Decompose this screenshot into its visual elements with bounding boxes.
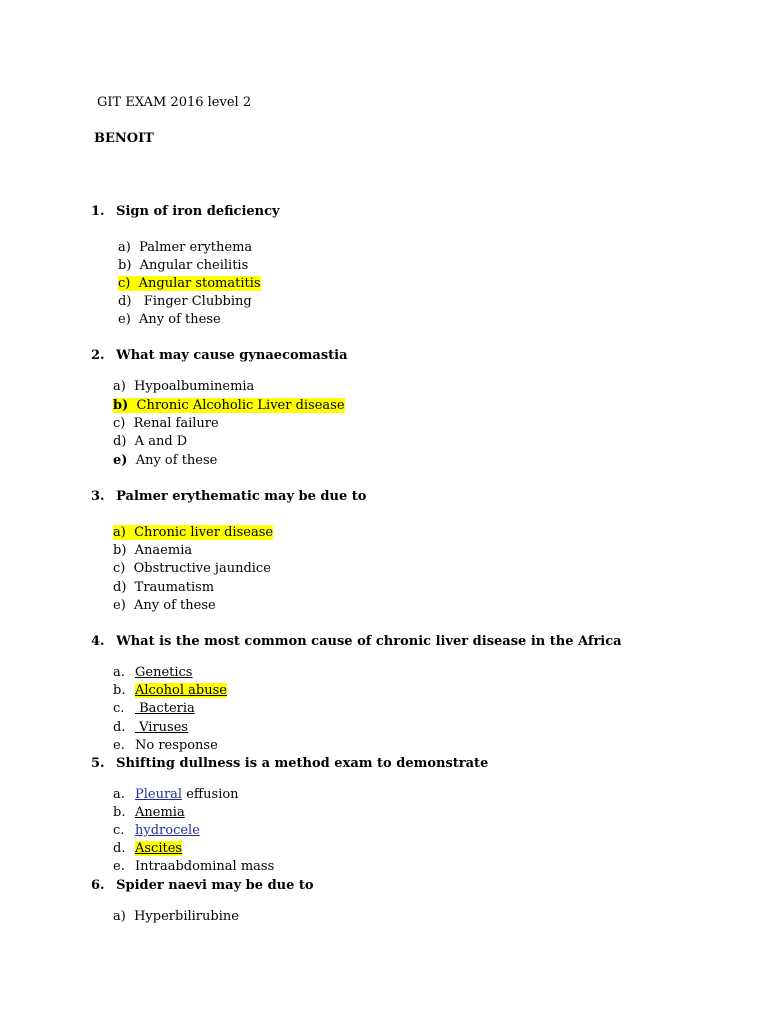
option-text: No response (135, 738, 218, 753)
option-marker: b. (113, 805, 126, 820)
option-1b (118, 257, 248, 274)
option-text-highlighted: Chronic liver disease (134, 525, 274, 540)
option-text-highlighted: Angular stomatitis (138, 276, 261, 291)
option-text: Palmer erythema (139, 240, 253, 255)
option-2b (113, 397, 345, 414)
question-text: What may cause gynaecomastia (116, 348, 348, 363)
option-marker: d. (113, 720, 126, 735)
option-4c (113, 700, 195, 717)
option-text-highlighted: Alcohol abuse (135, 683, 227, 698)
author-name: BENOIT (94, 131, 154, 146)
question-4 (91, 633, 622, 650)
option-marker: a) (113, 909, 126, 924)
option-1e (118, 311, 221, 328)
option-1d (118, 293, 252, 310)
hydrocele-link[interactable]: hydrocele (135, 823, 200, 838)
option-marker: b) (113, 398, 129, 413)
option-3a (113, 524, 273, 541)
option-marker: b. (113, 683, 126, 698)
question-6 (91, 877, 314, 894)
option-text: effusion (182, 787, 239, 802)
question-number: 5. (91, 756, 105, 771)
option-marker: a. (113, 787, 125, 802)
option-5c (113, 822, 200, 839)
question-number: 4. (91, 634, 105, 649)
option-text: Bacteria (135, 701, 195, 716)
option-text: Genetics (135, 665, 193, 680)
option-1c (118, 275, 261, 292)
option-text: Any of these (139, 312, 221, 327)
option-5b (113, 804, 185, 821)
option-marker: c) (118, 276, 131, 291)
option-text: Renal failure (133, 416, 219, 431)
option-marker: d) (118, 294, 132, 309)
exam-title: GIT EXAM 2016 level 2 (97, 95, 252, 110)
pleural-link[interactable]: Pleural (135, 787, 183, 802)
option-marker: d) (113, 434, 127, 449)
question-number: 6. (91, 878, 105, 893)
option-text: Viruses (135, 720, 189, 735)
option-marker: c. (113, 823, 125, 838)
option-3d (113, 579, 214, 596)
option-marker: a. (113, 665, 125, 680)
option-marker: a) (113, 525, 126, 540)
option-marker: e. (113, 738, 125, 753)
option-5d (113, 840, 182, 857)
option-marker: e. (113, 859, 125, 874)
question-text: Spider naevi may be due to (116, 878, 314, 893)
option-text: Traumatism (134, 580, 215, 595)
option-marker: c. (113, 701, 125, 716)
question-number: 3. (91, 489, 105, 504)
option-text: Anemia (135, 805, 185, 820)
option-marker: b) (113, 543, 127, 558)
option-4a (113, 664, 192, 681)
question-1 (91, 203, 280, 220)
option-6a (113, 908, 239, 925)
option-3e (113, 597, 216, 614)
option-text: Anaemia (134, 543, 193, 558)
option-text: Hyperbilirubine (134, 909, 239, 924)
option-3c (113, 560, 271, 577)
option-marker: a) (118, 240, 131, 255)
option-text: Hypoalbuminemia (134, 379, 255, 394)
question-text: Sign of iron deficiency (116, 204, 280, 219)
option-4b (113, 682, 227, 699)
option-text: Angular cheilitis (139, 258, 249, 273)
question-5 (91, 755, 488, 772)
option-marker: a) (113, 379, 126, 394)
option-3b (113, 542, 192, 559)
option-marker: e) (113, 453, 128, 468)
option-text: A and D (134, 434, 188, 449)
option-marker: d. (113, 841, 126, 856)
question-number: 2. (91, 348, 105, 363)
option-2e (113, 452, 217, 469)
option-marker: b) (118, 258, 132, 273)
question-3 (91, 488, 366, 505)
question-2 (91, 347, 348, 364)
question-text: Palmer erythematic may be due to (116, 489, 367, 504)
option-text: Any of these (135, 453, 218, 468)
question-number: 1. (91, 204, 105, 219)
question-text: Shifting dullness is a method exam to demonstrate (116, 756, 489, 771)
option-text: Finger Clubbing (139, 294, 252, 309)
option-marker: e) (118, 312, 131, 327)
option-marker: c) (113, 561, 126, 576)
option-text-highlighted: Chronic Alcoholic Liver disease (136, 398, 345, 413)
option-text: Intraabdominal mass (135, 859, 275, 874)
option-text: Any of these (134, 598, 216, 613)
question-text: What is the most common cause of chronic liver disease in the Africa (116, 634, 622, 649)
option-4d (113, 719, 188, 736)
option-2d (113, 433, 187, 450)
option-marker: c) (113, 416, 126, 431)
option-4e (113, 737, 218, 754)
option-5a (113, 786, 239, 803)
option-marker: e) (113, 598, 126, 613)
option-1a (118, 239, 252, 256)
option-text-highlighted: Ascites (135, 841, 183, 856)
option-2a (113, 378, 254, 395)
option-marker: d) (113, 580, 127, 595)
option-5e (113, 858, 274, 875)
option-2c (113, 415, 219, 432)
option-text: Obstructive jaundice (133, 561, 271, 576)
